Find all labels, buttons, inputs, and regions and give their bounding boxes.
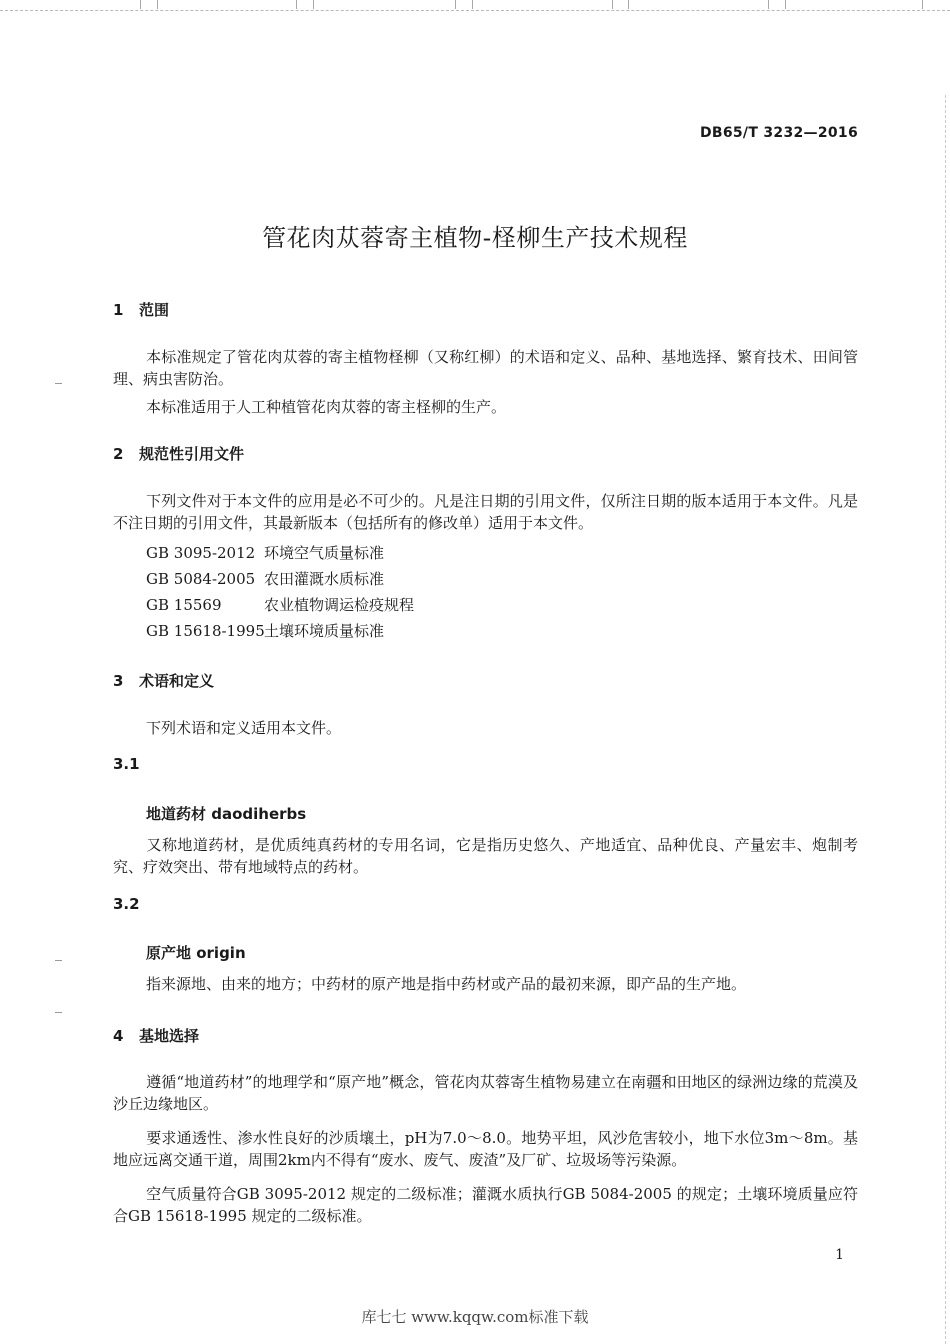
margin-mark bbox=[55, 1012, 62, 1013]
paragraph: 要求通透性、渗水性良好的沙质壤土，pH为7.0～8.0。地势平坦，风沙危害较小，地下水位3m～8m。基地应远离交通干道，周围2km内不得有“废水、废气、废渣”及厂矿、垃圾场等污染源。 bbox=[113, 1129, 858, 1169]
footer-watermark: 库七七 www.kqqw.com标准下载 bbox=[361, 1308, 589, 1326]
scan-border-top bbox=[0, 0, 950, 11]
section-title: 规范性引用文件 bbox=[139, 445, 245, 463]
section-heading-2 bbox=[113, 443, 244, 464]
paragraph: 下列术语和定义适用本文件。 bbox=[146, 719, 342, 737]
scan-border-right bbox=[945, 95, 950, 1344]
section-title: 范围 bbox=[139, 301, 170, 319]
section-number: 4 bbox=[113, 1027, 124, 1045]
standard-code: DB65/T 3232—2016 bbox=[699, 125, 858, 141]
reference-title: 农业植物调运检疫规程 bbox=[264, 596, 415, 614]
document-title: 管花肉苁蓉寄主植物-柽柳生产技术规程 bbox=[262, 224, 688, 252]
margin-mark bbox=[55, 960, 62, 961]
term-label: 原产地 origin bbox=[146, 944, 246, 962]
reference-item bbox=[146, 568, 384, 590]
term-number: 3.2 bbox=[113, 895, 140, 913]
term-definition: 指来源地、由来的地方；中药材的原产地是指中药材或产品的最初来源，即产品的生产地。 bbox=[146, 975, 747, 993]
section-heading-3 bbox=[113, 670, 214, 691]
reference-code: GB 5084-2005 bbox=[146, 570, 256, 588]
term-label: 地道药材 daodiherbs bbox=[146, 805, 307, 823]
reference-title: 环境空气质量标准 bbox=[264, 544, 385, 562]
reference-title: 土壤环境质量标准 bbox=[264, 622, 385, 640]
section-title: 术语和定义 bbox=[139, 672, 215, 690]
reference-item bbox=[146, 542, 384, 564]
reference-code: GB 15618-1995 bbox=[146, 622, 265, 640]
page-number: 1 bbox=[835, 1247, 844, 1263]
reference-title: 农田灌溉水质标准 bbox=[264, 570, 385, 588]
section-number: 3 bbox=[113, 672, 124, 690]
term-number: 3.1 bbox=[113, 755, 140, 773]
section-heading-1 bbox=[113, 299, 169, 320]
paragraph: 本标准规定了管花肉苁蓉的寄主植物柽柳（又称红柳）的术语和定义、品种、基地选择、繁育技术、田间管理、病虫害防治。 bbox=[113, 348, 858, 388]
paragraph: 遵循“地道药材”的地理学和“原产地”概念，管花肉苁蓉寄生植物易建立在南疆和田地区的绿洲边缘的荒漠及沙丘边缘地区。 bbox=[113, 1073, 858, 1113]
reference-item bbox=[146, 620, 384, 642]
section-heading-4 bbox=[113, 1025, 199, 1046]
margin-mark bbox=[55, 383, 62, 384]
reference-item bbox=[146, 594, 414, 616]
paragraph: 本标准适用于人工种植管花肉苁蓉的寄主柽柳的生产。 bbox=[146, 398, 507, 416]
paragraph: 下列文件对于本文件的应用是必不可少的。凡是注日期的引用文件，仅所注日期的版本适用于本文件。凡是不注日期的引用文件，其最新版本（包括所有的修改单）适用于本文件。 bbox=[113, 492, 858, 532]
paragraph: 空气质量符合GB 3095-2012 规定的二级标准；灌溉水质执行GB 5084-2005 的规定；土壤环境质量应符合GB 15618-1995 规定的二级标准。 bbox=[113, 1185, 858, 1225]
reference-code: GB 15569 bbox=[146, 596, 222, 614]
reference-code: GB 3095-2012 bbox=[146, 544, 256, 562]
section-number: 2 bbox=[113, 445, 124, 463]
term-definition: 又称地道药材，是优质纯真药材的专用名词，它是指历史悠久、产地适宜、品种优良、产量宏丰、炮制考究、疗效突出、带有地域特点的药材。 bbox=[113, 836, 858, 876]
section-title: 基地选择 bbox=[139, 1027, 200, 1045]
section-number: 1 bbox=[113, 301, 124, 319]
